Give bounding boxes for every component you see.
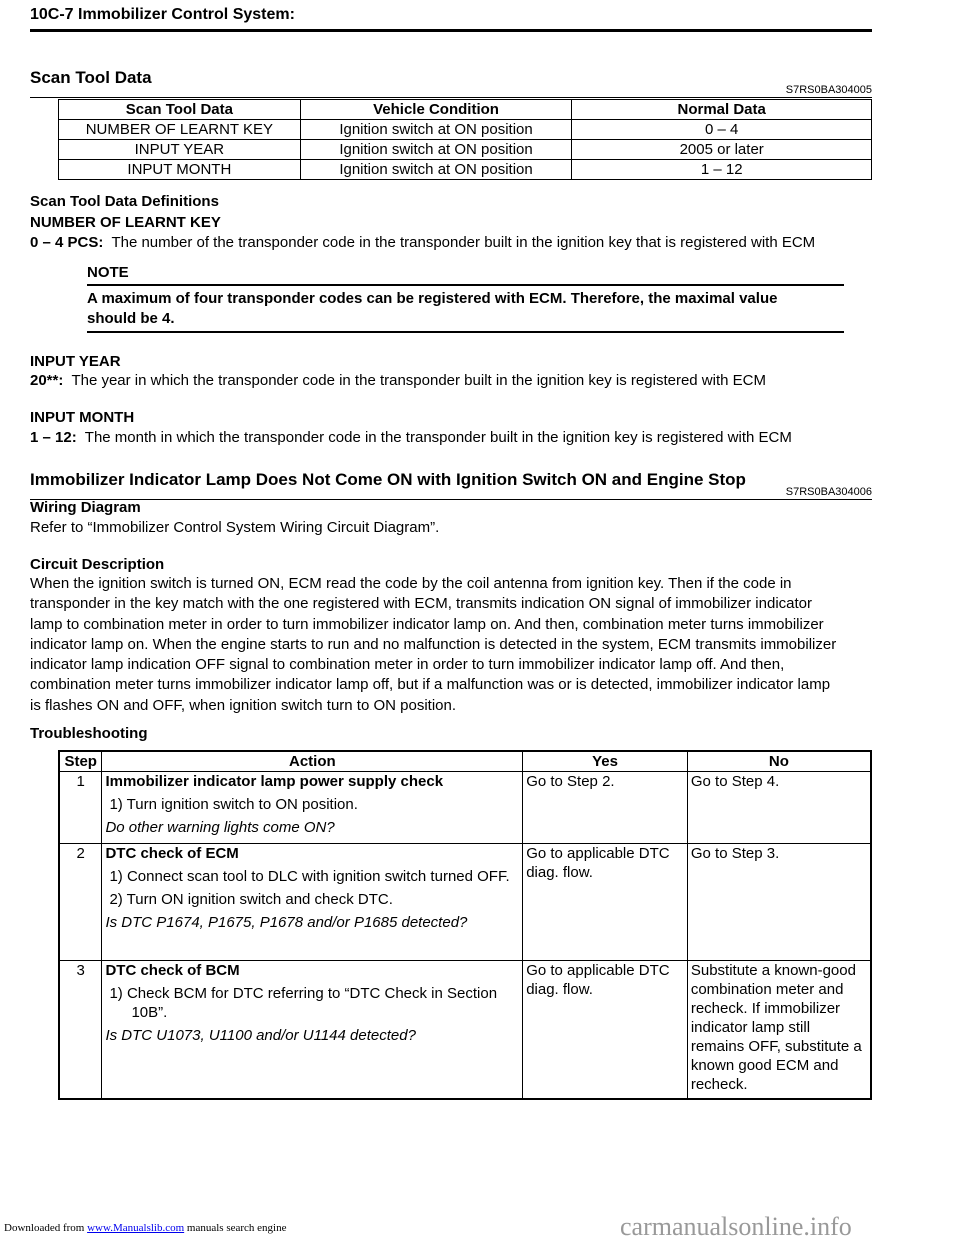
no-cell: Go to Step 3. bbox=[687, 844, 871, 961]
action-cell bbox=[102, 844, 523, 961]
footer-download-note bbox=[4, 1222, 286, 1234]
table-cell: 1 – 12 bbox=[572, 160, 872, 180]
month-title: INPUT MONTH bbox=[30, 409, 135, 426]
action-question: Do other warning lights come ON? bbox=[105, 819, 335, 836]
table-row bbox=[59, 844, 871, 961]
table-cell: INPUT YEAR bbox=[59, 140, 301, 160]
header-rule bbox=[30, 29, 872, 32]
table-cell: NUMBER OF LEARNT KEY bbox=[59, 120, 301, 140]
table-row bbox=[59, 160, 872, 180]
table-cell: 2005 or later bbox=[572, 140, 872, 160]
note-text-line2: should be 4. bbox=[87, 310, 175, 327]
month-text: The month in which the transponder code in the transponder built in the ignition key is registered with ECM bbox=[84, 429, 792, 446]
note-title: NOTE bbox=[87, 264, 129, 281]
watermark-text: carmanualsonline.info bbox=[620, 1212, 852, 1241]
table-cell: 0 – 4 bbox=[572, 120, 872, 140]
table-cell: Ignition switch at ON position bbox=[300, 140, 572, 160]
yes-cell: Go to applicable DTC diag. flow. bbox=[523, 844, 688, 961]
nolk-text: The number of the transponder code in the transponder built in the ignition key that is registered with ECM bbox=[111, 234, 816, 251]
page-header-title: 10C-7 Immobilizer Control System: bbox=[30, 6, 295, 23]
action-title: DTC check of ECM bbox=[105, 845, 239, 862]
action-item: 1) Connect scan tool to DLC with ignition switch turned OFF. bbox=[109, 868, 510, 885]
table-cell: Ignition switch at ON position bbox=[300, 120, 572, 140]
table-row bbox=[59, 961, 871, 1100]
action-question: Is DTC P1674, P1675, P1678 and/or P1685 detected? bbox=[105, 914, 468, 931]
column-header: Scan Tool Data bbox=[59, 100, 301, 120]
year-title: INPUT YEAR bbox=[30, 353, 121, 370]
table-cell: Ignition switch at ON position bbox=[300, 160, 572, 180]
no-cell: Substitute a known-good combination meter and recheck. If immobilizer indicator lamp still remains OFF, substitute a known good ECM and recheck. bbox=[687, 961, 871, 1100]
action-title: DTC check of BCM bbox=[105, 962, 240, 979]
scan-tool-heading: Scan Tool Data bbox=[30, 68, 152, 87]
note-text-line1: A maximum of four transponder codes can be registered with ECM. Therefore, the maximal value bbox=[87, 290, 778, 307]
lamp-section-heading: Immobilizer Indicator Lamp Does Not Come ON with Ignition Switch ON and Engine Stop bbox=[30, 470, 746, 489]
lamp-section-rule bbox=[30, 499, 872, 500]
yes-cell: Go to Step 2. bbox=[523, 772, 688, 844]
nolk-title: NUMBER OF LEARNT KEY bbox=[30, 214, 221, 231]
step-number: 2 bbox=[59, 844, 102, 961]
year-key: 20**: bbox=[30, 372, 64, 389]
action-question: Is DTC U1073, U1100 and/or U1144 detected? bbox=[105, 1027, 416, 1044]
footer-prefix: Downloaded from bbox=[4, 1222, 88, 1234]
table-row bbox=[59, 120, 872, 140]
troubleshooting-title: Troubleshooting bbox=[30, 725, 148, 742]
action-title: Immobilizer indicator lamp power supply check bbox=[105, 773, 444, 790]
wiring-title: Wiring Diagram bbox=[30, 499, 141, 516]
nolk-key: 0 – 4 PCS: bbox=[30, 234, 104, 251]
footer-suffix: manuals search engine bbox=[184, 1222, 287, 1234]
table-header-row bbox=[59, 751, 871, 772]
circuit-description: When the ignition switch is turned ON, ECM read the code by the coil antenna from ignition key. Then if the code in transponder in the key match with the one registered with ECM, transmits indication ON signal of immobilizer indicator lamp to combination meter in order to turn immobilizer indicator lamp on. And then, combination meter turns immobilizer indicator lamp on. When the engine starts to run and no malfunction is detected in the system, ECM transmits immobilizer indicator lamp indication OFF signal to combination meter in order to turn immobilizer indicator lamp off. And then, combination meter turns immobilizer indicator lamp off, but if a malfunction was or is detected, immobilizer indicator lamp is flashes ON and OFF, when ignition switch turn to ON position. bbox=[30, 575, 837, 714]
action-item: 1) Turn ignition switch to ON position. bbox=[109, 796, 358, 813]
action-cell bbox=[102, 961, 523, 1100]
action-item: 2) Turn ON ignition switch and check DTC. bbox=[109, 891, 393, 908]
lamp-section-code: S7RS0BA304006 bbox=[785, 486, 872, 498]
column-header: Step bbox=[59, 751, 102, 772]
table-cell: INPUT MONTH bbox=[59, 160, 301, 180]
step-number: 1 bbox=[59, 772, 102, 844]
action-item: 1) Check BCM for DTC referring to “DTC Check in Section 10B”. bbox=[109, 985, 498, 1021]
manualslib-link[interactable]: www.Manualslib.com bbox=[87, 1222, 185, 1234]
scan-tool-code: S7RS0BA304005 bbox=[785, 84, 872, 96]
note-bottom-rule bbox=[87, 331, 844, 333]
no-cell: Go to Step 4. bbox=[687, 772, 871, 844]
nolk-definition bbox=[30, 233, 890, 253]
troubleshooting-table bbox=[58, 750, 872, 1100]
column-header: Normal Data bbox=[572, 100, 872, 120]
month-definition bbox=[30, 428, 792, 448]
yes-cell: Go to applicable DTC diag. flow. bbox=[523, 961, 688, 1100]
section-rule bbox=[30, 97, 872, 98]
scan-tool-table bbox=[58, 99, 872, 180]
action-cell bbox=[102, 772, 523, 844]
column-header: Yes bbox=[523, 751, 688, 772]
wiring-text: Refer to “Immobilizer Control System Wiring Circuit Diagram”. bbox=[30, 519, 440, 536]
table-row bbox=[59, 772, 871, 844]
table-row bbox=[59, 140, 872, 160]
table-header-row bbox=[59, 100, 872, 120]
year-definition bbox=[30, 371, 766, 391]
month-key: 1 – 12: bbox=[30, 429, 77, 446]
step-number: 3 bbox=[59, 961, 102, 1100]
circuit-title: Circuit Description bbox=[30, 556, 165, 573]
column-header: Action bbox=[102, 751, 523, 772]
definitions-heading: Scan Tool Data Definitions bbox=[30, 193, 219, 210]
year-text: The year in which the transponder code in the transponder built in the ignition key is registered with ECM bbox=[71, 372, 766, 389]
column-header: Vehicle Condition bbox=[300, 100, 572, 120]
note-top-rule bbox=[87, 284, 844, 286]
column-header: No bbox=[687, 751, 871, 772]
